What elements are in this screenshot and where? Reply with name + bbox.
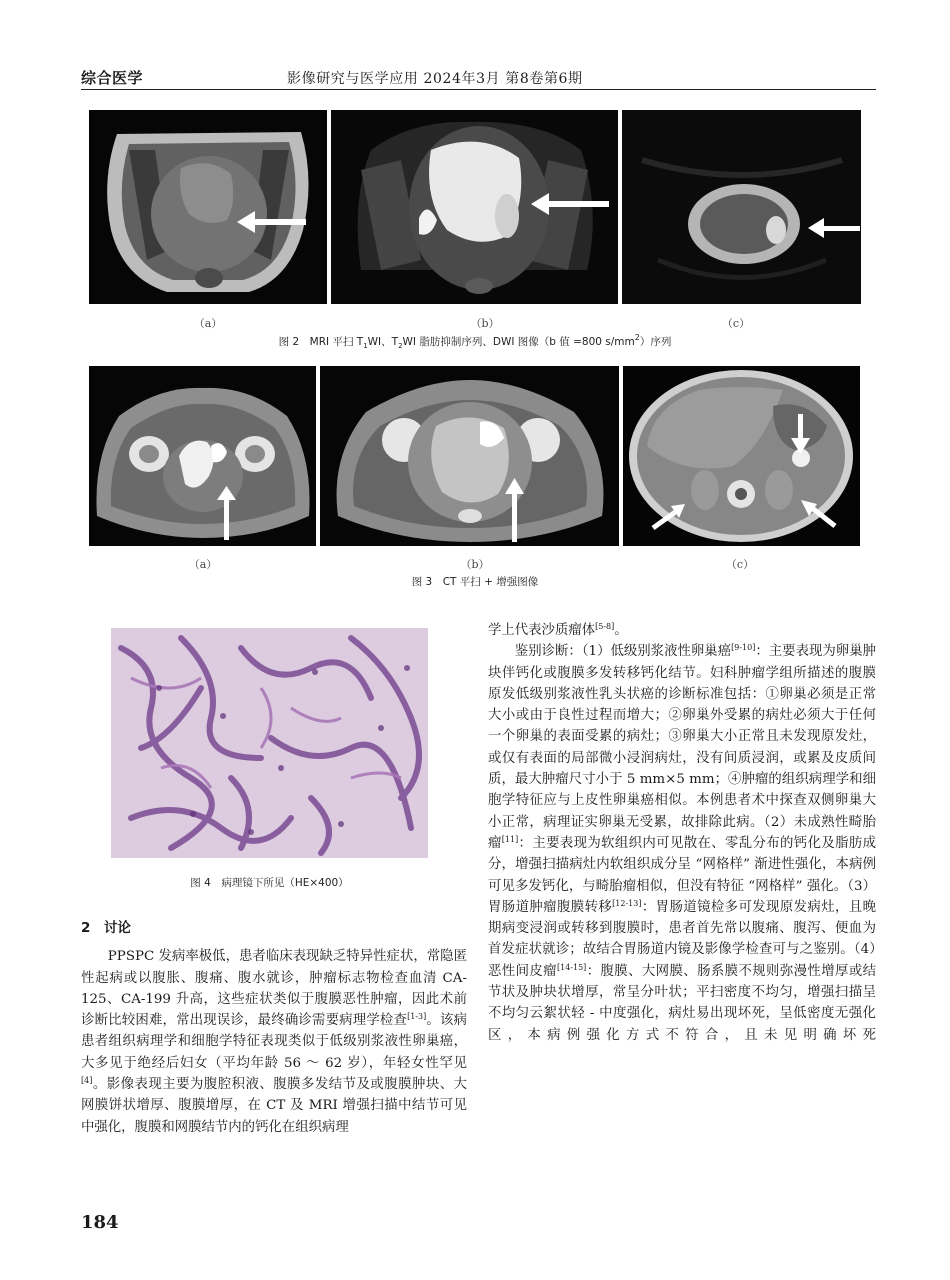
figure-3c-ct-image [623, 366, 860, 546]
page-number: 184 [81, 1212, 119, 1233]
figure-2c-label: （c） [721, 317, 751, 330]
differential-diagnosis-paragraph: 鉴别诊断：（1）低级别浆液性卵巢癌[9-10]：主要表现为卵巢肿块伴钙化或腹膜多发转移钙化结节。妇科肿瘤学组所描述的腹膜原发低级别浆液性乳头状癌的诊断标准包括：①卵巢必须是正常大小或由于良性过程而增大；②卵巢外受累的病灶必须大于任何一个卵巢的表面受累的病灶；③卵巢大小正常且未发现原发灶，或仅有表面的局部微小浸润病灶，没有间质浸润，或累及皮质间质，最大肿瘤尺寸小于 5 mm×5 mm；④肿瘤的组织病理学和细胞学特征应与上皮性卵巢癌相似。本例患者术中探查双侧卵巢大小正常，病理证实卵巢无受累，故排除此病。（2）未成熟性畸胎瘤[11]：主要表现为软组织内可见散在、零乱分布的钙化及脂肪成分，增强扫描病灶内软组织成分呈 “网格样” 渐进性强化，本病例可见多发钙化，与畸胎瘤相似，但没有特征 “网格样” 强化。（3）胃肠道肿瘤腹膜转移[12-13]：胃肠道镜检多可发现原发病灶，且晚期病变浸润或转移到腹膜时，患者首先常以腹痛、腹泻、便血为首发症状就诊；故结合胃肠道内镜及影像学检查可与之鉴别。（4）恶性间皮瘤[14-15]：腹膜、大网膜、肠系膜不规则弥漫性增厚或结节状及肿块状增厚，常呈分叶状；平扫密度不均匀，增强扫描呈不均匀云絮状轻 - 中度强化，病灶易出现坏死，呈低密度无强化区，本病例强化方式不符合，且未见明确坏死 [488, 643, 877, 1043]
left-column [81, 918, 467, 1138]
figure-2-caption: 图 2 MRI 平扫 $T_1WI$、$T_2WI$ 脂肪抑制序列、DWI 图像（b 值 =800 $s/mm^2$）序列 [278, 333, 672, 351]
citation: [11] [501, 834, 519, 844]
section-heading: 2 讨论 [81, 920, 131, 936]
figure-3-caption: 图 3 CT 平扫 + 增强图像 [411, 576, 539, 588]
figure-3a-ct-image [89, 366, 316, 546]
figure-3b-label: （b） [460, 558, 490, 571]
discussion-paragraph: PPSPC 发病率极低，患者临床表现缺乏特异性症状，常隐匿性起病或以腹胀、腹痛、腹水就诊，肿瘤标志物检查血清 CA-125、CA-199 升高，这些症状类似于腹膜恶性肿瘤，因此术前诊断比较困难，常出现误诊，最终确诊需要病理学检查[1-3]。该病患者组织病理学和细胞学特征表现类似于低级别浆液性卵巢癌，大多见于绝经后妇女（平均年龄 56 ～ 62 岁），年轻女性罕见[4]。影像表现主要为腹腔积液、腹膜多发结节及或腹膜肿块、大网膜饼状增厚、腹膜增厚，在 CT 及 MRI 增强扫描中结节可见中强化，腹膜和网膜结节内的钙化在组织病理 [81, 949, 467, 1135]
figure-4-caption: 图 4 病理镜下所见（HE×400） [190, 877, 349, 889]
citation: [9-10] [731, 643, 756, 653]
header-rule [81, 89, 876, 90]
figure-3b-ct-image [320, 366, 619, 546]
citation: [12-13] [612, 898, 642, 908]
continued-paragraph: 学上代表沙质瘤体[5-8]。 [488, 622, 628, 638]
figure-2a-mri-t1-image [89, 110, 327, 304]
right-column [488, 620, 876, 1046]
figure-2b-label: （b） [470, 317, 500, 330]
section-label: 综合医学 [81, 69, 144, 87]
citation: [5-8] [595, 622, 615, 631]
figure-3c-label: （c） [725, 558, 755, 571]
figure-2b-mri-t2-fatsat-image [331, 110, 618, 304]
citation: [14-15] [556, 962, 587, 972]
figure-2a-label: （a） [193, 317, 223, 330]
figure-2c-mri-dwi-image [622, 110, 861, 304]
citation: [4] [81, 1076, 93, 1086]
journal-header: 影像研究与医学应用 2024年3月 第8卷第6期 [287, 71, 583, 87]
figure-3a-label: （a） [188, 558, 218, 571]
citation: [1-3] [407, 1012, 427, 1022]
figure-4-pathology-image [111, 628, 428, 858]
